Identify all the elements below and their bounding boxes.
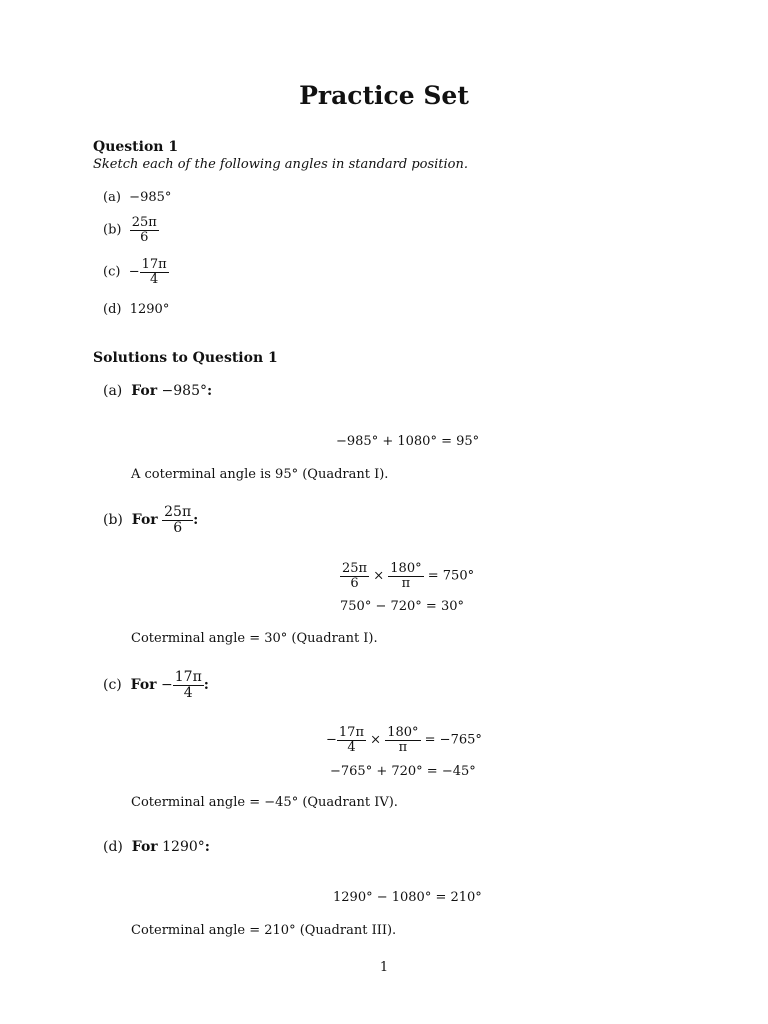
- item-label: (c): [103, 677, 122, 694]
- item-value: −985°: [129, 190, 172, 205]
- equation-result: = 750°: [427, 568, 475, 584]
- solution-d-equation: 1290° − 1080° = 210°: [333, 890, 482, 905]
- item-label: (d): [103, 839, 123, 855]
- solution-d-conclusion: Coterminal angle = 210° (Quadrant III).: [131, 923, 397, 938]
- fraction-numerator: 25π: [164, 504, 192, 520]
- fraction-denominator: 4: [347, 739, 356, 755]
- question-item-c: [103, 258, 169, 286]
- solution-b-equation-2: 750° − 720° = 30°: [340, 599, 464, 614]
- colon: :: [203, 677, 209, 694]
- item-label: (b): [103, 512, 123, 529]
- solution-c-header: [103, 670, 209, 700]
- fraction-denominator: 6: [140, 229, 149, 245]
- page-title: Practice Set: [299, 81, 469, 110]
- fraction: [388, 562, 423, 590]
- for-label: For: [131, 383, 158, 399]
- fraction-denominator: π: [398, 739, 408, 755]
- colon: :: [204, 839, 210, 855]
- angle: 1290°: [162, 839, 205, 855]
- solution-b-header: [103, 505, 198, 535]
- question-item-d: [103, 302, 169, 317]
- fraction-denominator: 4: [150, 271, 159, 287]
- fraction-numerator: 17π: [338, 725, 364, 740]
- solution-a-conclusion: A coterminal angle is 95° (Quadrant I).: [131, 467, 389, 482]
- fraction: [340, 562, 369, 590]
- angle-fraction: [173, 670, 204, 700]
- sign: −: [161, 677, 173, 694]
- solution-c-conclusion: Coterminal angle = −45° (Quadrant IV).: [131, 795, 398, 810]
- question-heading: Question 1: [93, 139, 179, 155]
- times-sign: ×: [373, 568, 385, 584]
- fraction: [337, 726, 366, 754]
- question-item-b: [103, 216, 159, 244]
- solution-b-conclusion: Coterminal angle = 30° (Quadrant I).: [131, 631, 378, 646]
- for-label: For: [131, 512, 158, 529]
- fraction-denominator: 6: [173, 519, 183, 536]
- solution-c-equation-2: −765° + 720° = −45°: [330, 764, 476, 779]
- angle-fraction: [162, 505, 193, 535]
- solution-c-equation-1: [326, 726, 482, 754]
- item-label: (b): [103, 222, 122, 238]
- question-item-a: [103, 190, 171, 205]
- solution-d-header: [103, 839, 210, 855]
- item-fraction: [130, 216, 159, 244]
- equation-result: = −765°: [424, 732, 482, 748]
- fraction: [385, 726, 420, 754]
- item-value: 1290°: [129, 302, 170, 317]
- fraction-denominator: π: [401, 575, 411, 591]
- colon: :: [206, 383, 213, 399]
- times-sign: ×: [370, 732, 382, 748]
- question-instruction: Sketch each of the following angles in standard position.: [93, 157, 469, 172]
- sign: −: [326, 732, 337, 748]
- for-label: For: [131, 839, 158, 855]
- fraction-numerator: 180°: [387, 725, 419, 740]
- solution-a-equation: −985° + 1080° = 95°: [336, 434, 480, 449]
- page-number: 1: [379, 960, 389, 975]
- item-fraction: [140, 258, 169, 286]
- fraction-numerator: 25π: [342, 561, 368, 576]
- fraction-denominator: 4: [183, 684, 193, 701]
- item-sign: −: [128, 264, 140, 280]
- fraction-numerator: 17π: [174, 669, 202, 685]
- fraction-numerator: 25π: [131, 215, 157, 230]
- angle: −985°: [161, 383, 207, 399]
- colon: :: [193, 512, 199, 529]
- solutions-heading: Solutions to Question 1: [93, 350, 278, 366]
- fraction-numerator: 17π: [141, 257, 167, 272]
- item-label: (a): [103, 383, 123, 399]
- solution-b-equation-1: [340, 562, 474, 590]
- fraction-numerator: 180°: [390, 561, 422, 576]
- for-label: For: [130, 677, 157, 694]
- item-label: (c): [103, 264, 121, 280]
- item-label: (d): [103, 302, 122, 317]
- item-label: (a): [103, 190, 121, 205]
- fraction-denominator: 6: [350, 575, 359, 591]
- solution-a-header: [103, 383, 212, 399]
